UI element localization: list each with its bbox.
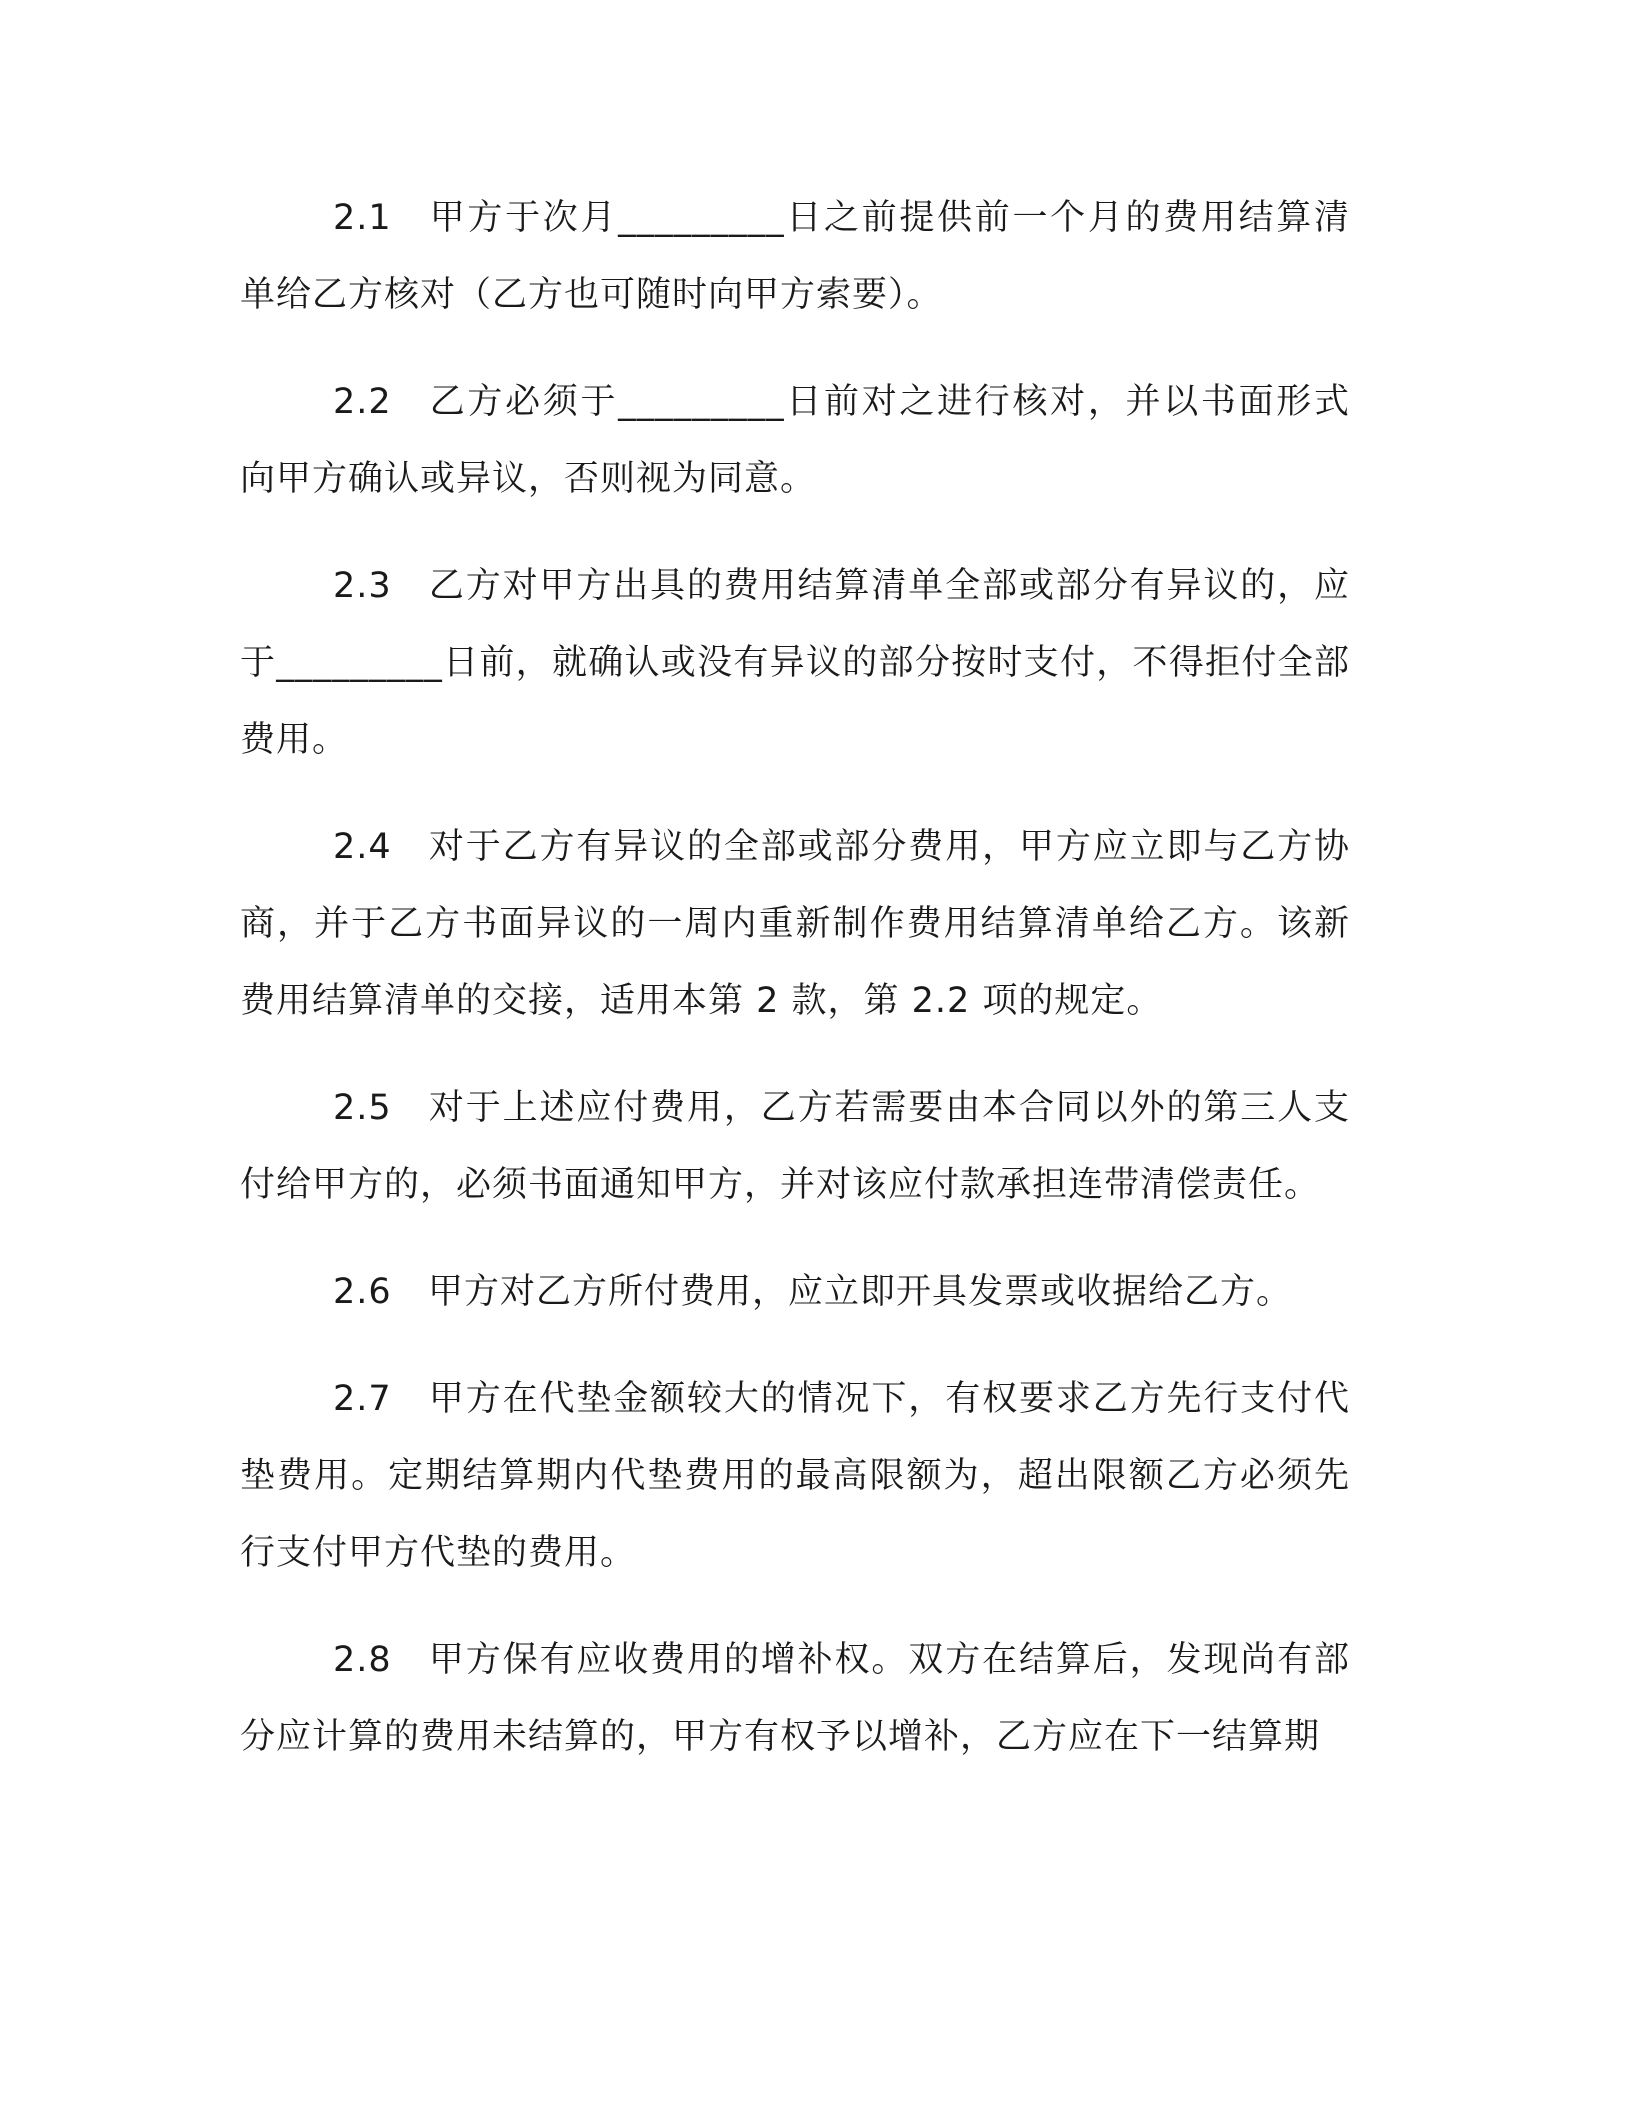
clause-2-8 [240, 1622, 1350, 1776]
clause-2-6 [240, 1254, 1350, 1331]
blank-field: _________ [276, 643, 443, 683]
clause-text: 甲方保有应收费用的增补权。双方在结算后，发现尚有部分应计算的费用未结算的，甲方有权予以增补，乙方应在下一结算期 [240, 1640, 1350, 1757]
clause-text: 甲方于次月 [428, 198, 619, 238]
clause-text: 乙方对甲方出具的费用结算清单全部或部分有异议的，应于 [240, 566, 1350, 683]
contract-body [240, 180, 1350, 2060]
clause-number: 2.1 [333, 198, 392, 238]
clause-number: 2.3 [333, 566, 392, 606]
clause-number: 2.4 [333, 827, 392, 867]
clause-number: 2.7 [333, 1379, 392, 1419]
clause-text: 乙方必须于 [428, 382, 619, 422]
clause-2-5 [240, 1070, 1350, 1224]
clause-number: 2.8 [333, 1640, 392, 1680]
clause-number: 2.2 [333, 382, 392, 422]
clause-2-7 [240, 1361, 1350, 1592]
clause-text: 对于上述应付费用，乙方若需要由本合同以外的第三人支付给甲方的，必须书面通知甲方，并对该应付款承担连带清偿责任。 [240, 1088, 1350, 1205]
clause-text: 日前，就确认或没有异议的部分按时支付，不得拒付全部费用。 [240, 643, 1350, 760]
blank-field: _________ [618, 382, 785, 422]
blank-field: _________ [618, 198, 785, 238]
clause-number: 2.6 [333, 1272, 392, 1312]
clause-text: 甲方对乙方所付费用，应立即开具发票或收据给乙方。 [428, 1272, 1293, 1312]
clause-2-1 [240, 180, 1350, 334]
clause-text: 日之前提供前一个月的费用结算清单给乙方核对（乙方也可随时向甲方索要）。 [240, 198, 1350, 315]
clause-number: 2.5 [333, 1088, 392, 1128]
clause-text: 对于乙方有异议的全部或部分费用，甲方应立即与乙方协商，并于乙方书面异议的一周内重新制作费用结算清单给乙方。该新费用结算清单的交接，适用本第 2 款，第 2.2 项的规定。 [240, 827, 1350, 1021]
clause-2-3 [240, 548, 1350, 779]
clause-text: 日前对之进行核对，并以书面形式向甲方确认或异议，否则视为同意。 [240, 382, 1350, 499]
clause-2-4 [240, 809, 1350, 1040]
clause-text: 甲方在代垫金额较大的情况下，有权要求乙方先行支付代垫费用。定期结算期内代垫费用的最高限额为，超出限额乙方必须先行支付甲方代垫的费用。 [240, 1379, 1350, 1573]
clause-2-2 [240, 364, 1350, 518]
